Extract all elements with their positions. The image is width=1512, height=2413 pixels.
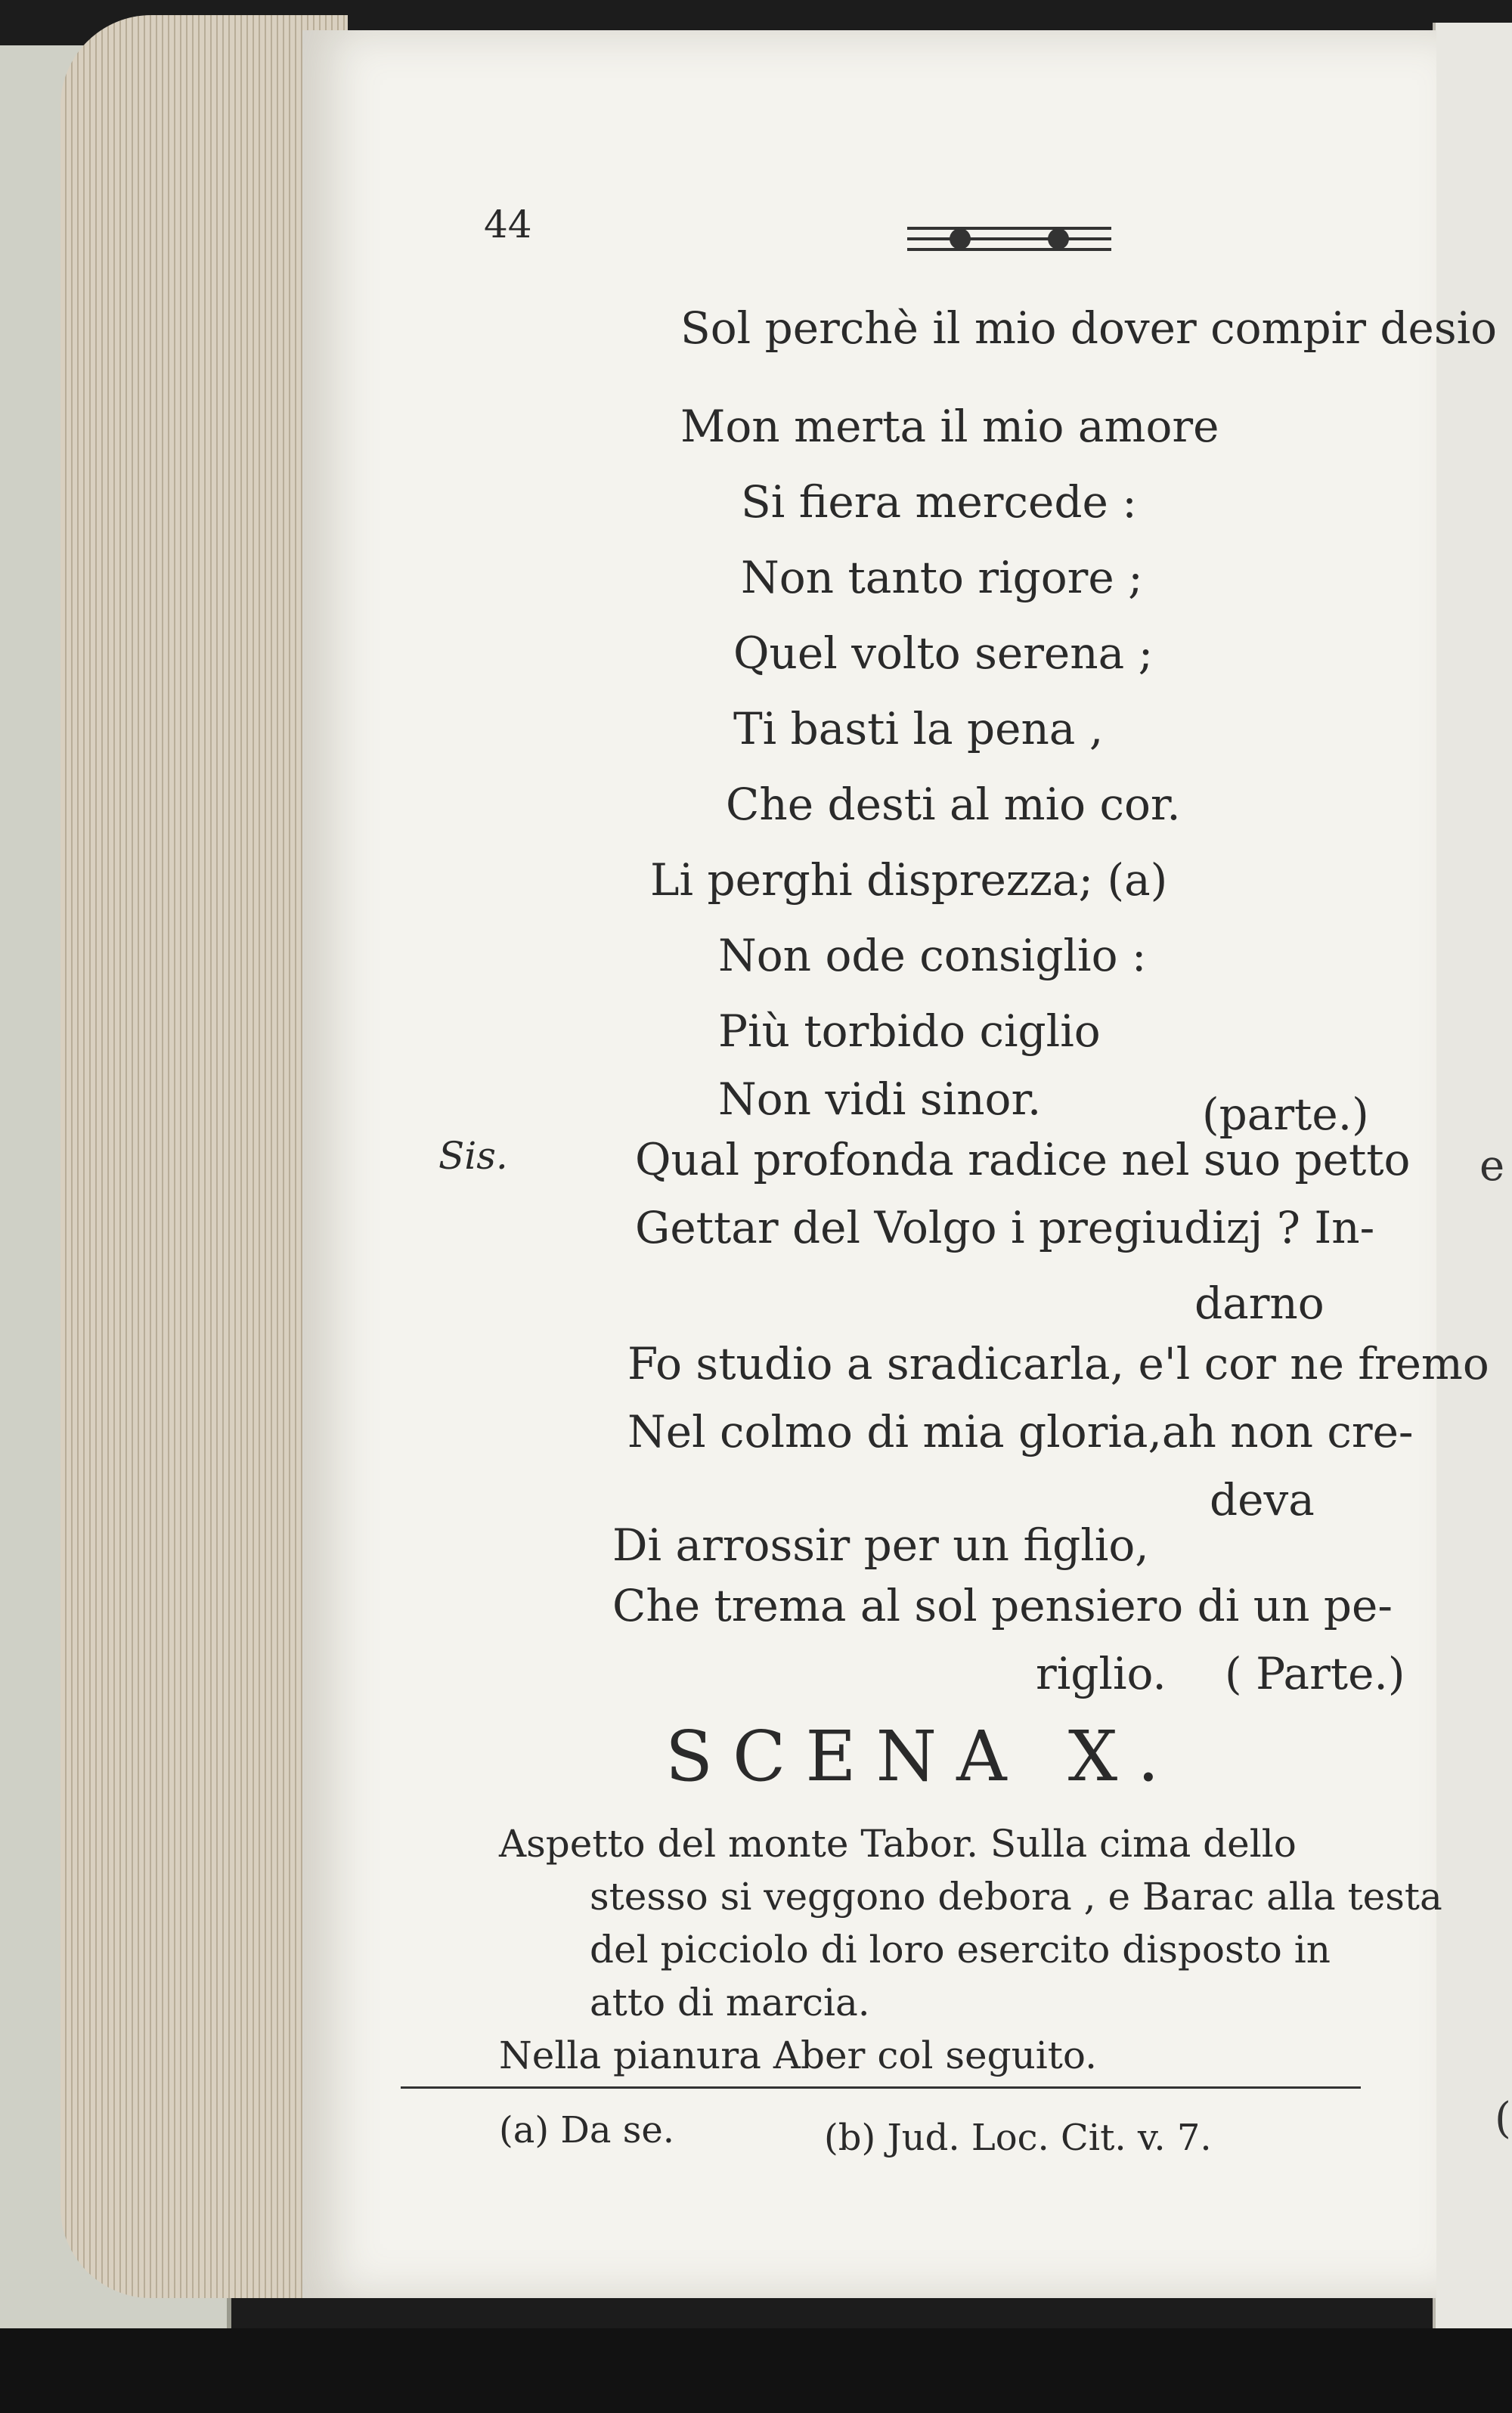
verse-line: Non tanto rigore ; (741, 552, 1143, 603)
speech-line: Di arrossir per un figlio, (612, 1519, 1149, 1571)
footnote-rule (401, 2086, 1361, 2089)
facing-page-mark: ( (1495, 2094, 1511, 2143)
footnote-b: (b) Jud. Loc. Cit. v. 7. (824, 2117, 1212, 2159)
footnote-a: (a) Da se. (499, 2109, 674, 2151)
speech-line: Gettar del Volgo i pregiudizj ? In- (635, 1202, 1375, 1253)
verse-line: Ti basti la pena , (733, 703, 1104, 754)
facing-page (1433, 23, 1512, 2381)
verse-line: Mon merta il mio amore (680, 401, 1219, 452)
facing-page-mark: e (1479, 1141, 1505, 1191)
speech-line: Fo studio a sradicarla, e'l cor ne fremo (627, 1338, 1489, 1389)
verse-line: Si fiera mercede : (741, 476, 1137, 528)
page-number: 44 (484, 203, 532, 246)
speech-line: darno (1194, 1278, 1325, 1329)
stage-direction-line: Nella pianura Aber col seguito. (499, 2034, 1097, 2077)
stage-direction-line: del picciolo di loro esercito disposto in (590, 1928, 1331, 1972)
speaker-label: Sis. (438, 1134, 508, 1178)
speech-line: deva (1210, 1474, 1315, 1526)
scene-title: SCENA X. (665, 1716, 1179, 1797)
stage-exit: (parte.) (1202, 1089, 1369, 1140)
stage-exit: ( Parte.) (1225, 1648, 1405, 1699)
ornament-divider (907, 219, 1111, 257)
verse-line: Più torbido ciglio (718, 1005, 1101, 1057)
verse-line: Che desti al mio cor. (726, 779, 1181, 830)
stage-direction-line: stesso si veggono debora , e Barac alla testa (590, 1875, 1442, 1919)
background-surface (0, 2328, 1512, 2413)
speech-line: riglio. (1036, 1648, 1167, 1699)
speech-line: Che trema al sol pensiero di un pe- (612, 1580, 1393, 1631)
verse-line: Sol perchè il mio dover compir desio (680, 302, 1498, 354)
verse-line: Non ode consiglio : (718, 930, 1147, 981)
speech-line: Qual profonda radice nel suo petto (635, 1134, 1411, 1185)
stage-direction-line: atto di marcia. (590, 1981, 870, 2024)
stage-direction-line: Aspetto del monte Tabor. Sulla cima dello (499, 1822, 1297, 1866)
verse-line: Quel volto serena ; (733, 627, 1154, 679)
speech-line: Nel colmo di mia gloria,ah non cre- (627, 1406, 1414, 1457)
verse-line: Li perghi disprezza; (a) (650, 854, 1168, 906)
verse-line: Non vidi sinor. (718, 1073, 1042, 1125)
